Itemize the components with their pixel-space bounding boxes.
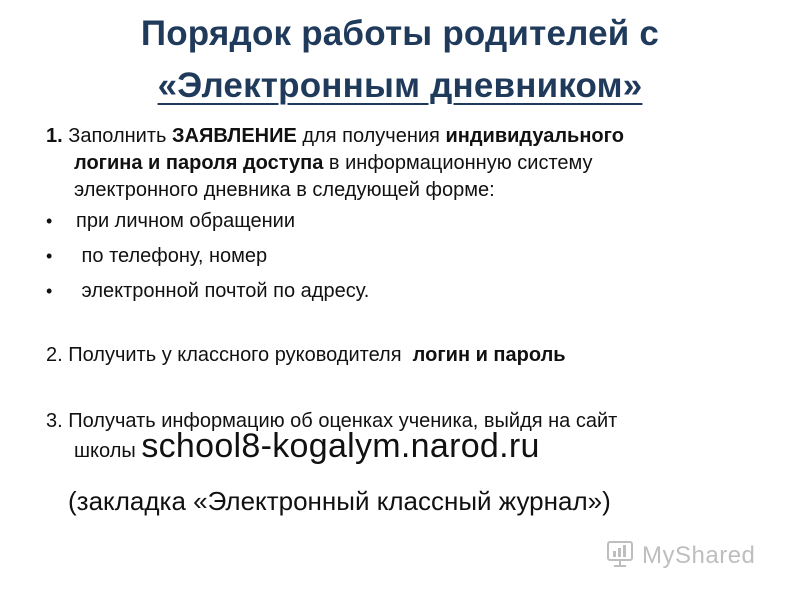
slide-title-underlined: «Электронным дневником»: [157, 66, 643, 105]
myshared-logo-icon: [606, 539, 636, 574]
step1-bold-login: логина и пароля доступа: [74, 152, 324, 174]
myshared-watermark: [606, 538, 766, 574]
bullet-marker: •: [46, 246, 53, 266]
step3-school-word: школы: [74, 440, 136, 462]
slide-title-line1: Порядок работы родителей с: [140, 14, 660, 53]
bullet-marker: •: [46, 211, 53, 231]
step1-number: 1.: [46, 125, 63, 147]
step1-line2: [74, 150, 593, 176]
step1-line1: [46, 123, 624, 149]
step1-bold-individual: индивидуального: [445, 125, 624, 147]
step1-text-b: для получения: [296, 125, 446, 147]
bullet-item-phone: по телефону, номер: [76, 245, 268, 267]
step1-text-a: Заполнить: [68, 125, 172, 147]
bullet-item-email: электронной почтой по адресу.: [76, 280, 370, 302]
step3-line1: 3. Получать информацию об оценках ученика, выйдя на сайт: [46, 410, 618, 432]
step3-bookmark-note: (закладка «Электронный классный журнал»): [68, 486, 611, 516]
myshared-text: MyShared: [642, 542, 756, 569]
step2-text: 2. Получить у классного руководителя: [46, 344, 413, 366]
bullet-marker: •: [46, 281, 53, 301]
slide-title-line2: [0, 66, 800, 106]
step2-line: [46, 342, 566, 368]
step1-bold-statement: ЗАЯВЛЕНИЕ: [172, 125, 297, 147]
step1-line3: электронного дневника в следующей форме:: [74, 179, 495, 201]
school-site-url[interactable]: school8-kogalym.narod.ru: [141, 427, 540, 465]
step3-line2: [74, 427, 540, 465]
bullet-item-personal: при личном обращении: [76, 210, 295, 232]
step2-bold: логин и пароль: [412, 344, 566, 366]
step1-text-c: в информационную систему: [323, 152, 593, 174]
